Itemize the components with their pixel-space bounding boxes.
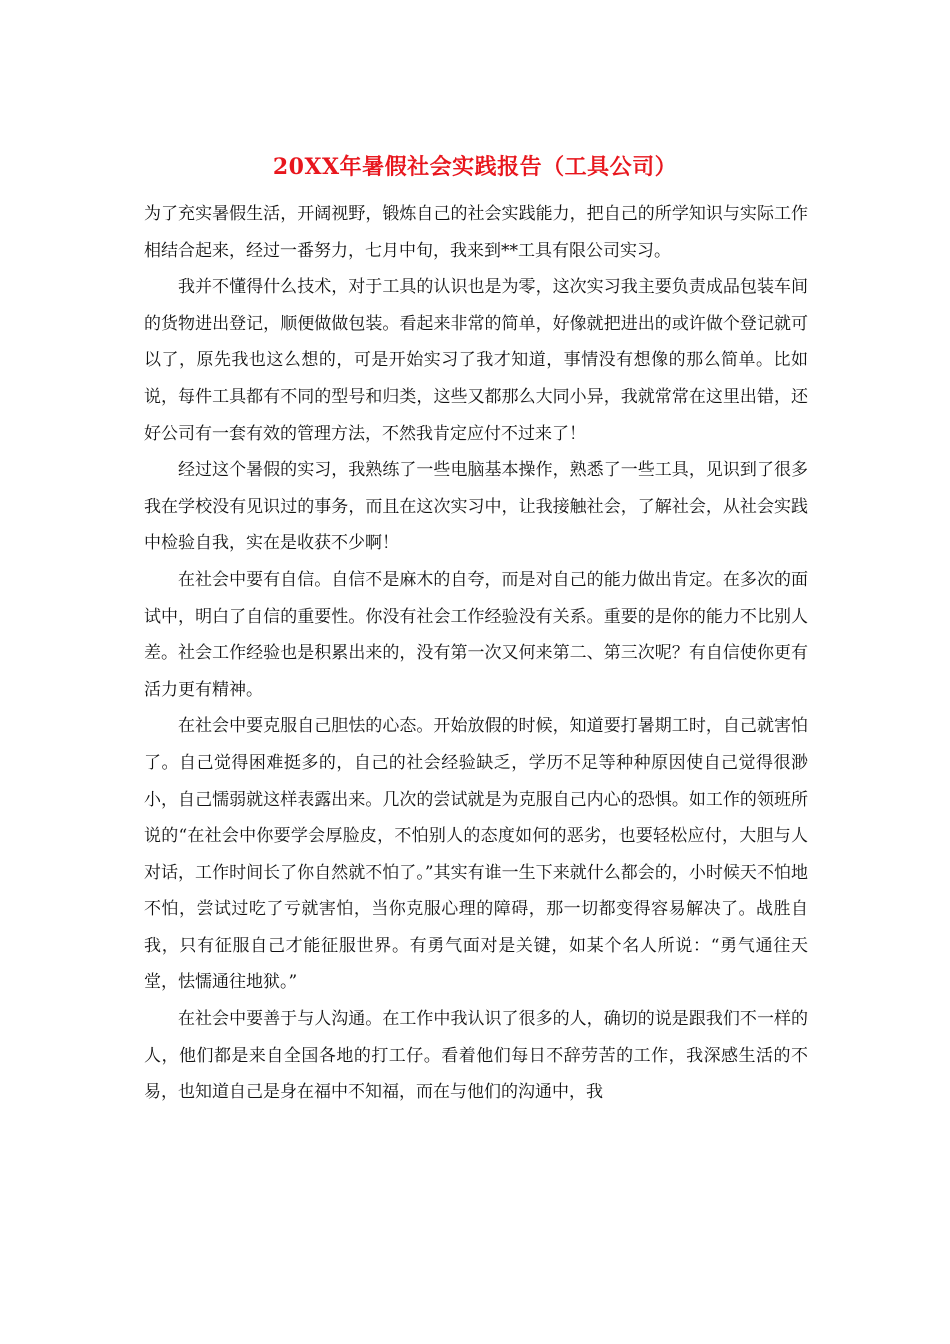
paragraph-overcome-fear: 在社会中要克服自己胆怯的心态。开始放假的时候，知道要打暑期工时，自己就害怕了。自己觉得困难挺多的，自己的社会经验缺乏，学历不足等种种原因使自己觉得很渺小，自己懦弱就这样表露出来。几次的尝试就是为克服自己内心的恐惧。如工作的领班所说的“在社会中你要学会厚脸皮，不怕别人的态度如何的恶劣，也要轻松应付，大胆与人对话，工作时间长了你自然就不怕了。”其实有谁一生下来就什么都会的，小时候天不怕地不怕，尝试过吃了亏就害怕，当你克服心理的障碍，那一切都变得容易解决了。战胜自我，只有征服自己才能征服世界。有勇气面对是关键，如某个名人所说：“勇气通往天堂，怯懦通往地狱。” [144,716,808,993]
paragraph-gains: 经过这个暑假的实习，我熟练了一些电脑基本操作，熟悉了一些工具，见识到了很多我在学校没有见识过的事务，而且在这次实习中，让我接触社会，了解社会，从社会实践中检验自我，实在是收获不少啊！ [144,460,808,554]
paragraph-communication: 在社会中要善于与人沟通。在工作中我认识了很多的人，确切的说是跟我们不一样的人，他们都是来自全国各地的打工仔。看着他们每日不辞劳苦的工作，我深感生活的不易，也知道自己是身在福中不知福，而在与他们的沟通中，我 [144,1009,808,1103]
paragraph-confidence: 在社会中要有自信。自信不是麻木的自夸，而是对自己的能力做出肯定。在多次的面试中，明白了自信的重要性。你没有社会工作经验没有关系。重要的是你的能力不比别人差。社会工作经验也是积累出来的，没有第一次又何来第二、第三次呢？有自信使你更有活力更有精神。 [144,569,808,700]
paragraph-intro: 为了充实暑假生活，开阔视野，锻炼自己的社会实践能力，把自己的所学知识与实际工作相结合起来，经过一番努力，七月中旬，我来到**工具有限公司实习。 [144,204,808,261]
document-title: 20XX年暑假社会实践报告（工具公司） [272,154,678,180]
paragraph-work-duties: 我并不懂得什么技术，对于工具的认识也是为零，这次实习我主要负责成品包装车间的货物进出登记，顺便做做包装。看起来非常的简单，好像就把进出的或许做个登记就可以了，原先我也这么想的，可是开始实习了我才知道，事情没有想像的那么简单。比如说，每件工具都有不同的型号和归类，这些又都那么大同小异，我就常常在这里出错，还好公司有一套有效的管理方法，不然我肯定应付不过来了！ [144,277,808,444]
document-body [144,196,808,1111]
